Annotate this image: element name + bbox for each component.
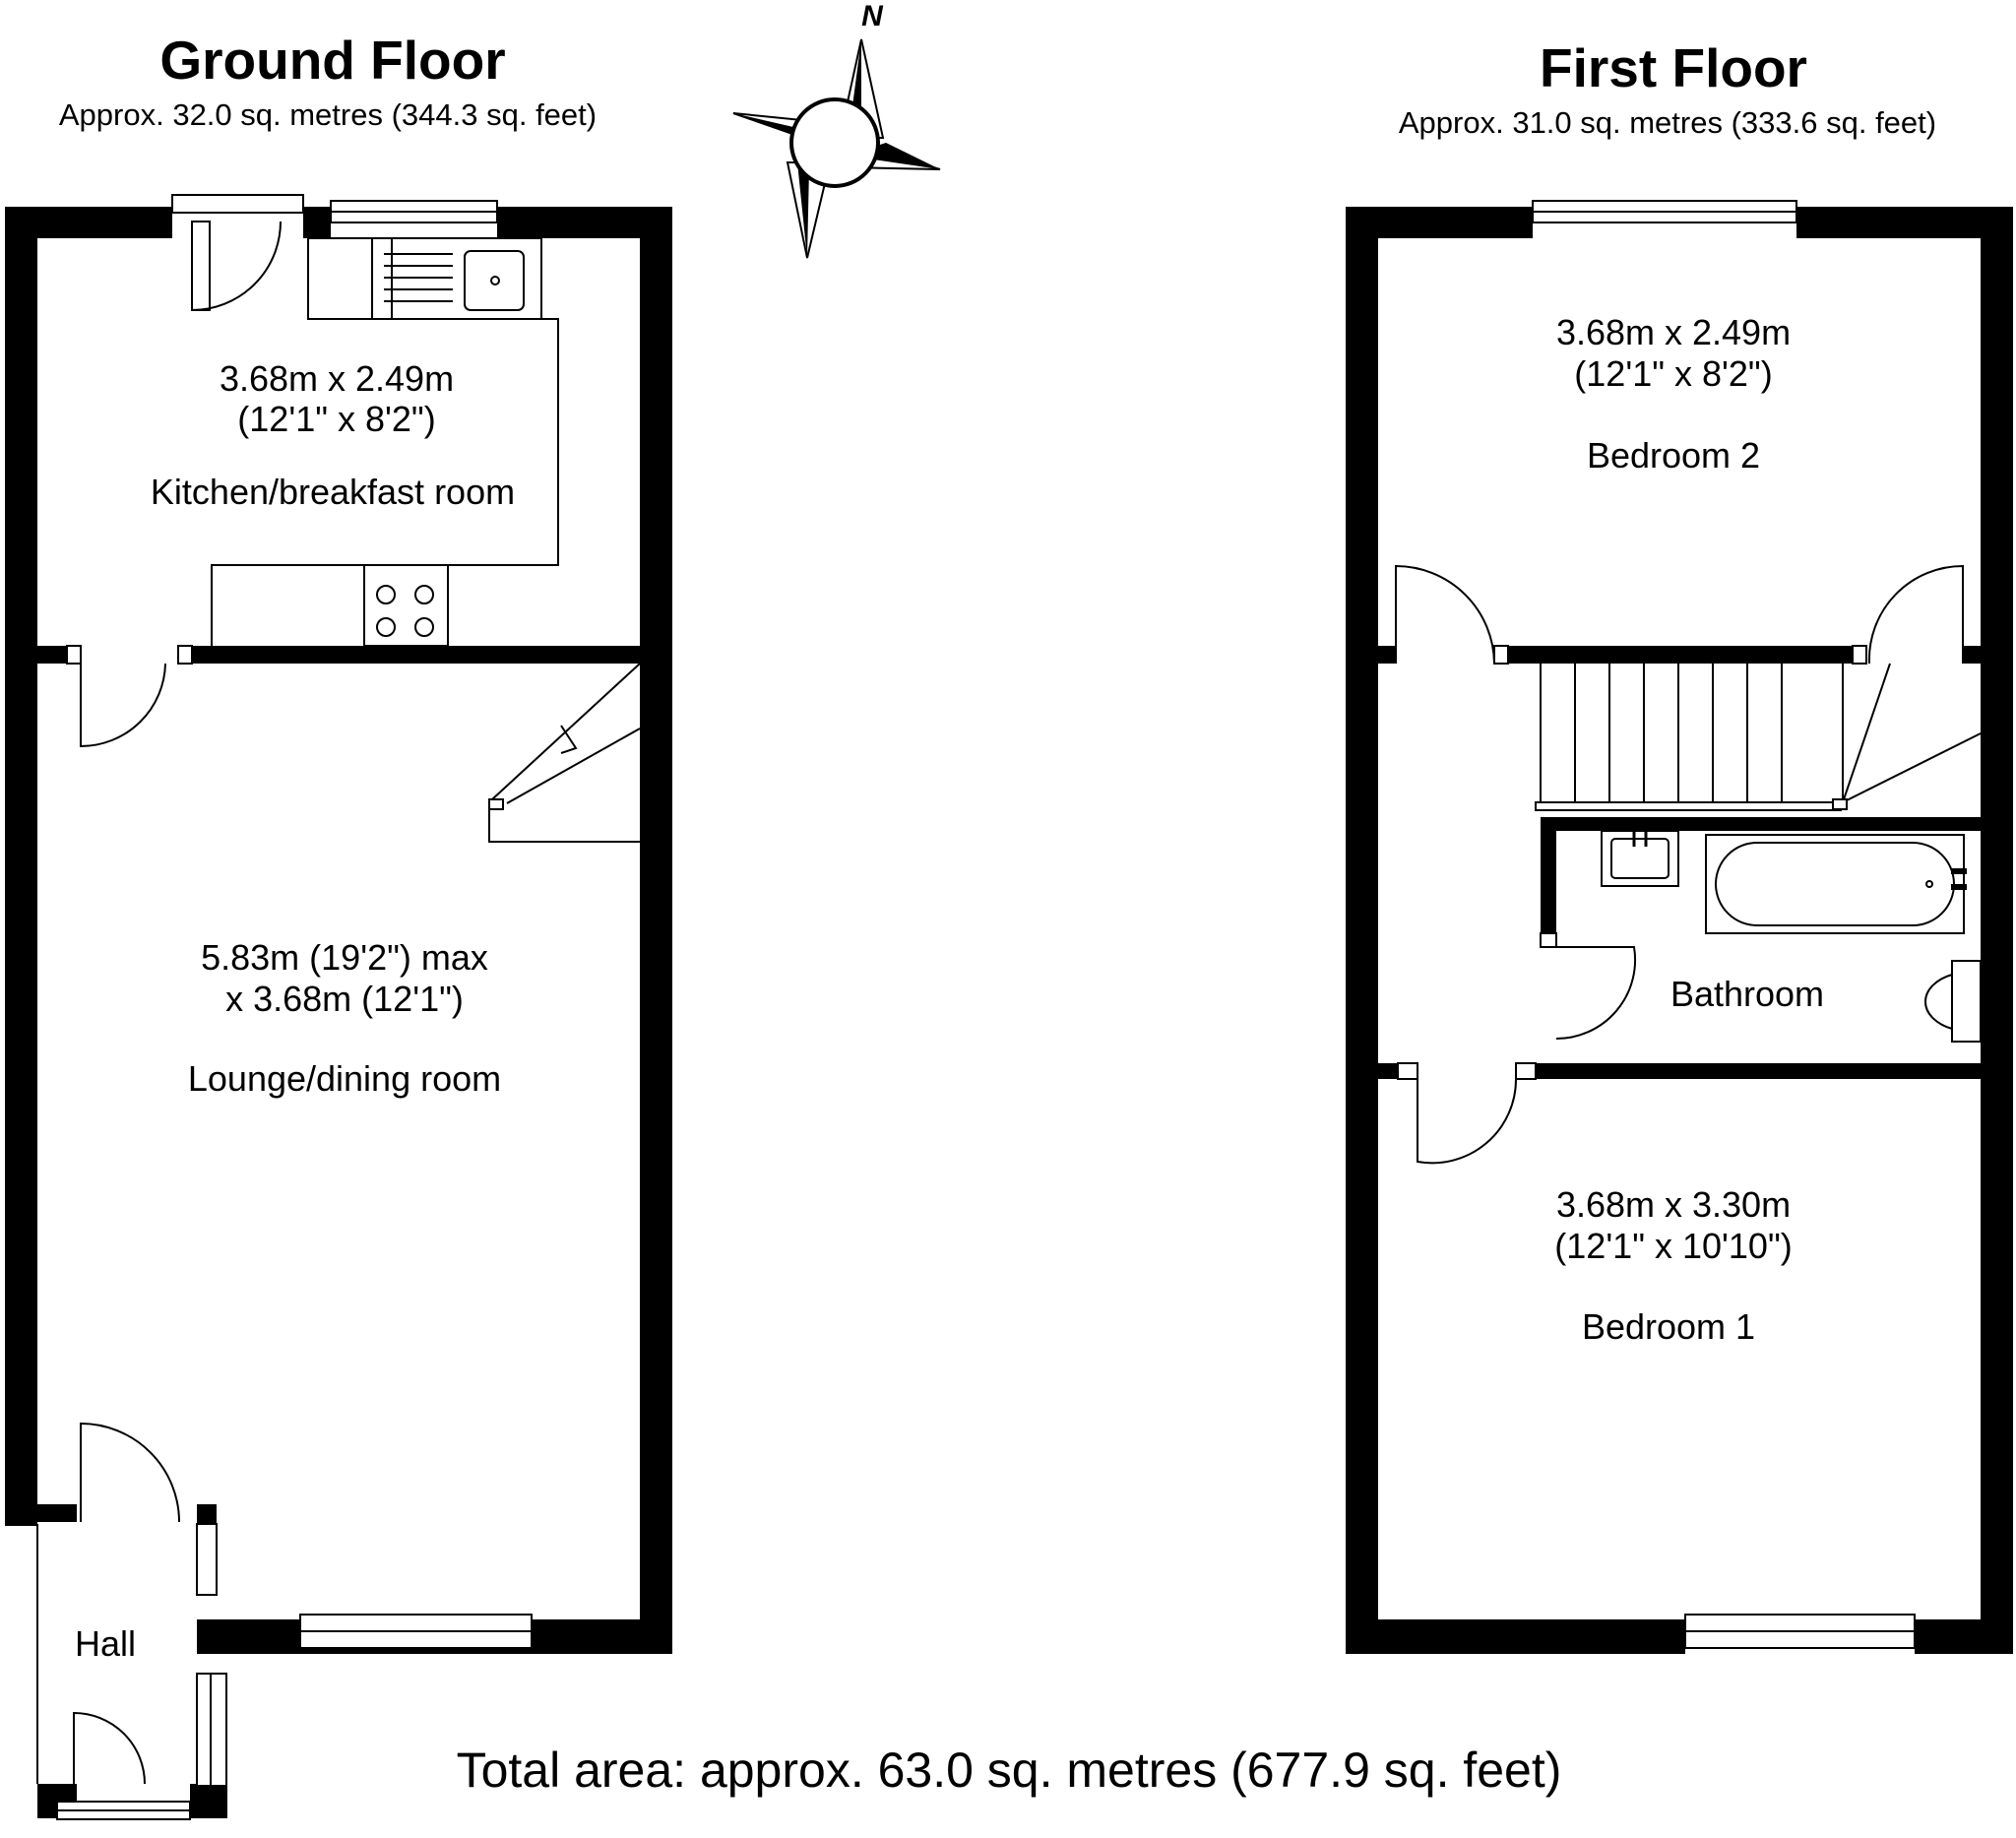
lounge-dimensions-imperial: x 3.68m (12'1") (225, 979, 464, 1019)
bathroom-name: Bathroom (1670, 974, 1825, 1014)
ground-floor-title: Ground Floor (159, 30, 506, 91)
bedroom1-dimensions-metric: 3.68m x 3.30m (1555, 1184, 1792, 1225)
bedroom2-dimensions-imperial: (12'1" x 8'2") (1574, 353, 1773, 394)
bedroom2-name: Bedroom 2 (1586, 435, 1761, 475)
first-floor-plan (1346, 201, 2013, 1654)
compass-north-label: N (861, 0, 883, 32)
bedroom2-dimensions-metric: 3.68m x 2.49m (1555, 312, 1792, 352)
kitchen-dimensions-imperial: (12'1" x 8'2") (237, 399, 436, 439)
kitchen-name: Kitchen/breakfast room (150, 472, 516, 512)
total-area: Total area: approx. 63.0 sq. metres (677.9 sq. feet) (456, 1743, 1562, 1798)
first-floor-area: Approx. 31.0 sq. metres (333.6 sq. feet) (1398, 105, 1937, 140)
compass-rose-icon (733, 0, 940, 258)
bedroom1-name: Bedroom 1 (1581, 1306, 1756, 1347)
hall-name: Hall (74, 1623, 137, 1664)
kitchen-dimensions-metric: 3.68m x 2.49m (219, 358, 455, 399)
ground-floor-area: Approx. 32.0 sq. metres (344.3 sq. feet) (58, 97, 598, 132)
bedroom1-dimensions-imperial: (12'1" x 10'10") (1554, 1226, 1793, 1266)
lounge-name: Lounge/dining room (187, 1058, 502, 1099)
lounge-dimensions-metric: 5.83m (19'2") max (201, 937, 488, 978)
first-floor-title: First Floor (1540, 37, 1807, 98)
